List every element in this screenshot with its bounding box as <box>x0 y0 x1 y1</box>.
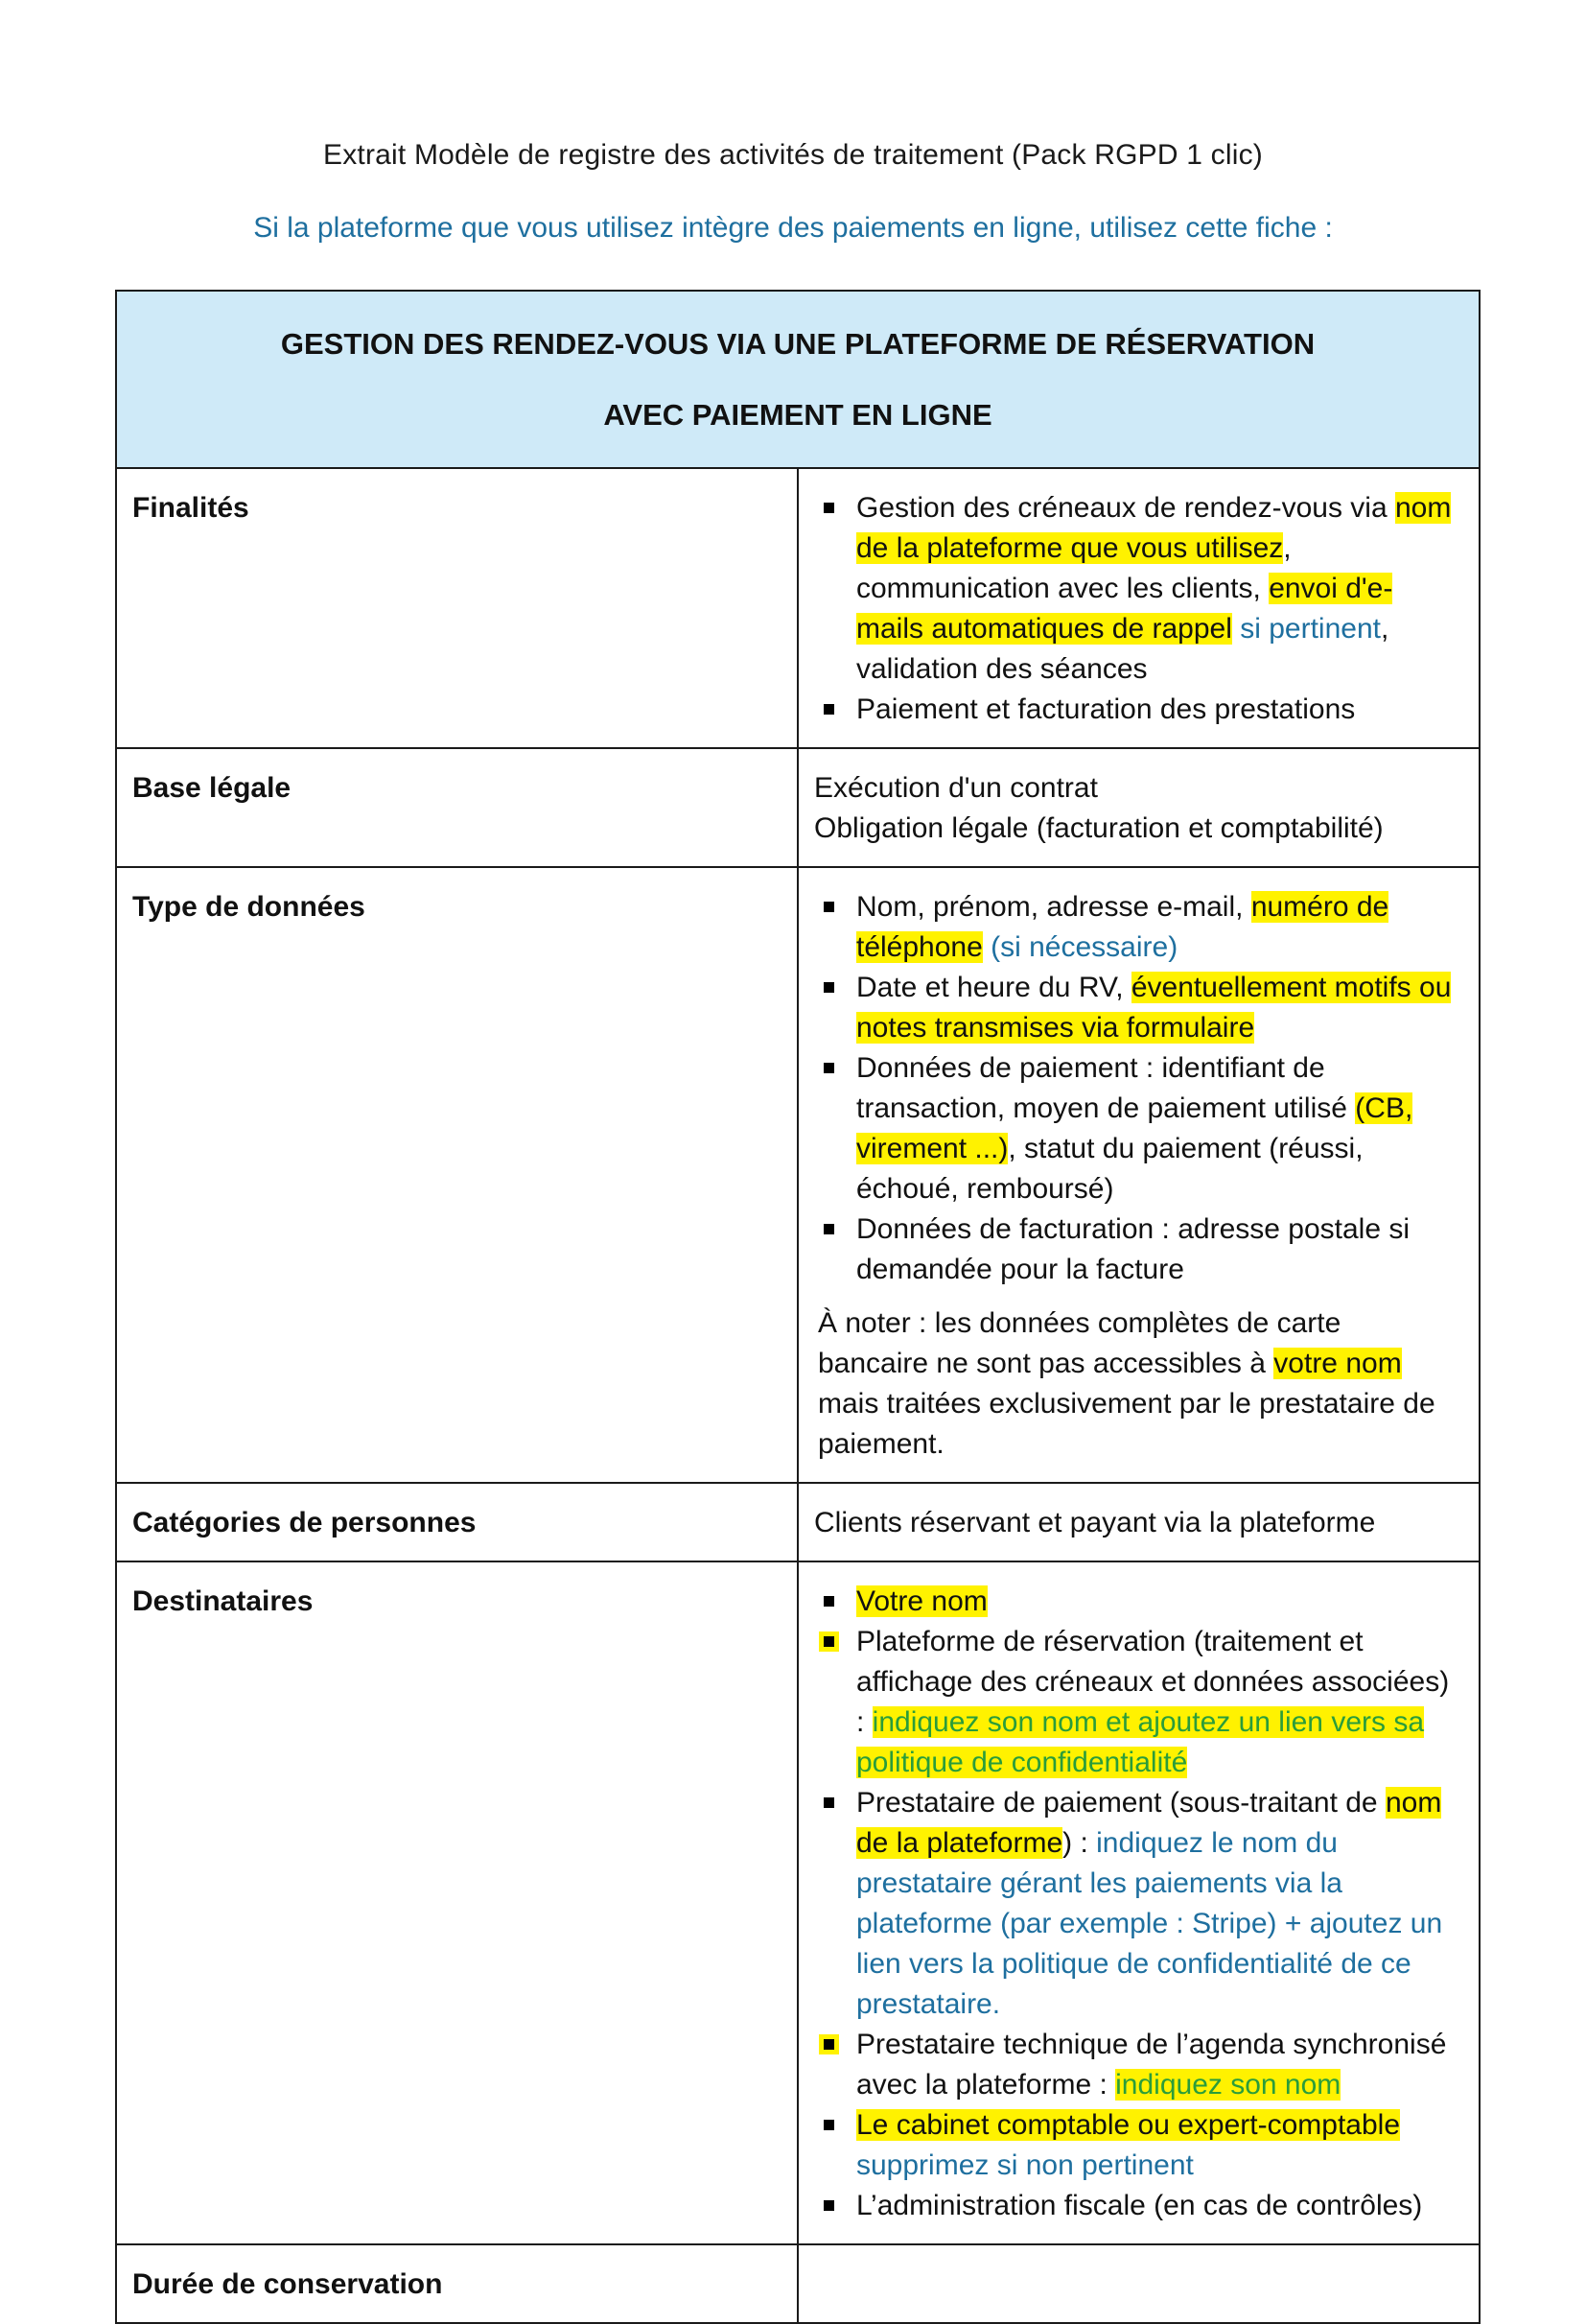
table-header-cell <box>116 291 1480 468</box>
row-label-type-donnees: Type de données <box>116 867 798 1483</box>
bullet-icon <box>824 2120 834 2130</box>
processing-register-table <box>115 290 1481 2324</box>
highlighted-instruction: indiquez son nom et ajoutez un lien vers sa politique de confidentialité <box>856 1706 1425 1778</box>
row-finalites <box>116 468 1480 748</box>
highlighted-placeholder: nom de la plateforme <box>856 1787 1442 1859</box>
text-run <box>1232 613 1240 645</box>
text-run: Paiement et facturation des prestations <box>856 693 1356 725</box>
text-run: Plateforme de réservation (traitement et affichage des créneaux et données associées) : <box>856 1626 1450 1738</box>
finalites-list <box>814 488 1458 730</box>
list-item <box>856 2186 1458 2226</box>
text-run: , statut du paiement (réussi, échoué, remboursé) <box>856 1133 1364 1205</box>
text-run: , communication avec les clients, <box>856 532 1292 604</box>
row-value-type-donnees <box>798 867 1480 1483</box>
list-item <box>856 1622 1458 1783</box>
row-label-finalites: Finalités <box>116 468 798 748</box>
text-run: Données de paiement : identifiant de transaction, moyen de paiement utilisé <box>856 1052 1356 1124</box>
text-run: Date et heure du RV, <box>856 972 1131 1003</box>
row-value-base-legale <box>798 748 1480 867</box>
highlighted-placeholder: nom de la plateforme que vous utilisez <box>856 492 1452 564</box>
text-run: Gestion des créneaux de rendez-vous via <box>856 492 1395 524</box>
bullet-icon <box>824 1596 834 1607</box>
bullet-icon <box>824 902 834 912</box>
legal-basis-line: Exécution d'un contrat <box>814 772 1098 804</box>
bullet-icon <box>824 704 834 715</box>
list-item <box>856 690 1458 730</box>
header-title-line-2: AVEC PAIEMENT EN LIGNE <box>603 397 992 432</box>
recipients-list <box>814 1582 1458 2226</box>
text-run: mais traitées exclusivement par le prestataire de paiement. <box>818 1388 1435 1460</box>
row-value-categories: Clients réservant et payant via la plateforme <box>798 1483 1480 1561</box>
data-types-list <box>814 887 1458 1290</box>
highlighted-placeholder: numéro de téléphone <box>856 891 1389 963</box>
row-label-duree: Durée de conservation <box>116 2244 798 2323</box>
list-item <box>856 2105 1458 2186</box>
card-data-note <box>814 1303 1458 1465</box>
bullet-icon <box>824 1224 834 1234</box>
text-run: Données de facturation : adresse postale si demandée pour la facture <box>856 1213 1411 1285</box>
highlighted-placeholder: envoi d'e-mails automatiques de rappel <box>856 573 1393 645</box>
bullet-icon <box>824 1797 834 1808</box>
list-item <box>856 2025 1458 2105</box>
text-run: À noter : les données complètes de carte bancaire ne sont pas accessibles à <box>818 1307 1341 1379</box>
bullet-icon <box>824 2039 834 2050</box>
editor-comment: indiquez le nom du prestataire gérant les paiements via la plateforme (par exemple : Stripe) + ajoutez un lien vers la politique de confidentialité de ce prestataire. <box>856 1827 1443 2020</box>
legal-basis-line: Obligation légale (facturation et comptabilité) <box>814 812 1384 844</box>
highlighted-placeholder: votre nom <box>1273 1348 1402 1379</box>
row-label-destinataires: Destinataires <box>116 1561 798 2244</box>
table-header-row <box>116 291 1480 468</box>
text-run: Prestataire de paiement (sous-traitant de <box>856 1787 1386 1819</box>
editor-comment: supprimez si non pertinent <box>856 2149 1194 2181</box>
instruction-note: Si la plateforme que vous utilisez intègre des paiements en ligne, utilisez cette fiche : <box>253 212 1333 244</box>
bullet-icon <box>824 2200 834 2211</box>
editor-comment: si pertinent <box>1240 613 1381 645</box>
header-title-line-1: GESTION DES RENDEZ-VOUS VIA UNE PLATEFORME DE RÉSERVATION <box>280 326 1316 361</box>
list-item <box>856 1582 1458 1622</box>
row-duree <box>116 2244 1480 2323</box>
list-item <box>856 1209 1458 1290</box>
highlighted-placeholder: éventuellement motifs ou notes transmises via formulaire <box>856 972 1452 1044</box>
text-run: Nom, prénom, adresse e-mail, <box>856 891 1251 923</box>
text-run: Prestataire technique de l’agenda synchronisé avec la plateforme : <box>856 2029 1447 2101</box>
highlighted-placeholder: (CB, virement ...) <box>856 1092 1413 1164</box>
document-title: Extrait Modèle de registre des activités de traitement (Pack RGPD 1 clic) <box>323 139 1263 171</box>
bullet-icon <box>824 503 834 513</box>
row-base-legale <box>116 748 1480 867</box>
bullet-icon <box>824 1063 834 1073</box>
row-destinataires <box>116 1561 1480 2244</box>
text-run: , validation des séances <box>856 613 1389 685</box>
bullet-icon <box>824 1636 834 1647</box>
text-run: ) : <box>1062 1827 1097 1859</box>
row-label-base-legale: Base légale <box>116 748 798 867</box>
list-item <box>856 1783 1458 2025</box>
list-item <box>856 968 1458 1048</box>
row-label-categories: Catégories de personnes <box>116 1483 798 1561</box>
row-type-donnees <box>116 867 1480 1483</box>
row-value-finalites <box>798 468 1480 748</box>
editor-comment: (si nécessaire) <box>982 931 1178 963</box>
row-value-duree <box>798 2244 1480 2323</box>
list-item <box>856 887 1458 968</box>
text-run: L’administration fiscale (en cas de contrôles) <box>856 2190 1423 2221</box>
row-value-destinataires <box>798 1561 1480 2244</box>
highlighted-placeholder: Votre nom <box>856 1585 988 1617</box>
list-item <box>856 488 1458 690</box>
highlighted-instruction: indiquez son nom <box>1115 2069 1341 2101</box>
row-categories <box>116 1483 1480 1561</box>
list-item <box>856 1048 1458 1209</box>
bullet-icon <box>824 982 834 993</box>
highlighted-placeholder: Le cabinet comptable ou expert-comptable <box>856 2109 1401 2141</box>
